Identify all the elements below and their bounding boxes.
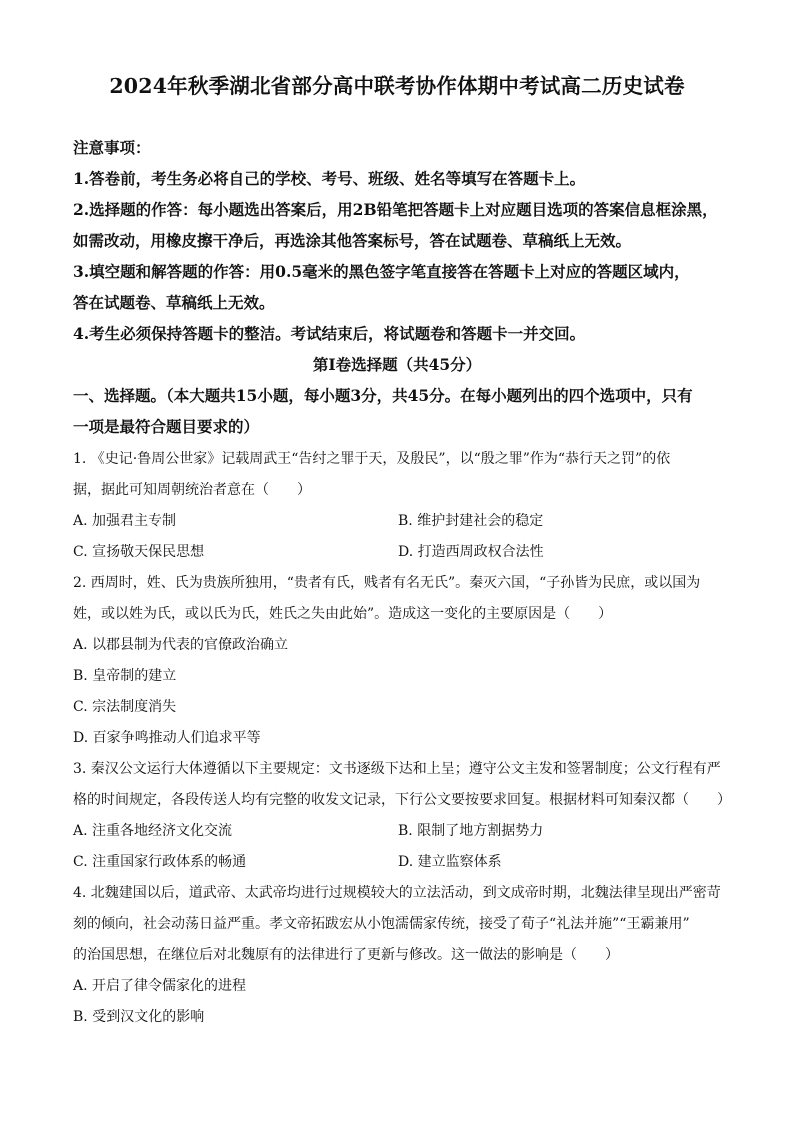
q1-option-d: D. 打造西周政权合法性 [398, 544, 544, 560]
q1-option-a: A. 加强君主专制 [73, 513, 177, 529]
part-instruction: 一项是最符合题目要求的） [73, 417, 260, 436]
question-2-text: 2. 西周时，姓、氏为贵族所独用，“贵者有氏，贱者有名无氏”。秦灭六国，“子孙皆为民庶，或以国为 [73, 575, 701, 591]
notice-heading: 注意事项： [73, 138, 151, 157]
question-1-text: 1. 《史记·鲁周公世家》记载周武王“告纣之罪于天，及殷民”，以“殷之罪”作为“恭行天之罚”的依 [73, 451, 671, 467]
notice-line: 1.答卷前，考生务必将自己的学校、考号、班级、姓名等填写在答题卡上。 [73, 169, 586, 188]
notice-line: 答在试题卷、草稿纸上无效。 [73, 293, 275, 312]
q3-option-b: B. 限制了地方割据势力 [398, 823, 544, 839]
question-1-text: 据，据此可知周朝统治者意在（ ） [73, 482, 311, 498]
q2-option-d: D. 百家争鸣推动人们追求平等 [73, 730, 261, 746]
q3-option-d: D. 建立监察体系 [398, 854, 502, 870]
q1-option-b: B. 维护封建社会的稳定 [398, 513, 544, 529]
question-2-text: 姓，或以姓为氏，或以氏为氏，姓氏之失由此始”。造成这一变化的主要原因是（ ） [73, 606, 613, 622]
q4-option-a: A. 开启了律令儒家化的进程 [73, 978, 247, 994]
part-instruction: 一、选择题。（本大题共15小题，每小题3分，共45分。在每小题列出的四个选项中，只有 [73, 386, 693, 405]
q3-option-c: C. 注重国家行政体系的畅通 [73, 854, 247, 870]
q2-option-a: A. 以郡县制为代表的官僚政治确立 [73, 637, 289, 653]
exam-title: 2024年秋季湖北省部分高中联考协作体期中考试高二历史试卷 [109, 74, 685, 98]
question-4-text: 刻的倾向，社会动荡日益严重。孝文帝拓跋宏从小饱濡儒家传统，接受了荀子“礼法并施”“王霸兼用” [73, 916, 690, 932]
notice-line: 3.填空题和解答题的作答：用0.5毫米的黑色签字笔直接答在答题卡上对应的答题区域内， [73, 262, 690, 281]
q2-option-b: B. 皇帝制的建立 [73, 668, 177, 684]
question-4-text: 的治国思想，在继位后对北魏原有的法律进行了更新与修改。这一做法的影响是（ ） [73, 947, 619, 963]
notice-line: 4.考生必须保持答题卡的整洁。考试结束后，将试题卷和答题卡一并交回。 [73, 324, 586, 343]
notice-line: 2.选择题的作答：每小题选出答案后，用2B铅笔把答题卡上对应题目选项的答案信息框涂黑， [73, 200, 718, 219]
q3-option-a: A. 注重各地经济文化交流 [73, 823, 233, 839]
notice-line: 如需改动，用橡皮擦干净后，再选涂其他答案标号，答在试题卷、草稿纸上无效。 [73, 231, 632, 250]
question-4-text: 4. 北魏建国以后，道武帝、太武帝均进行过规模较大的立法活动，到文成帝时期，北魏法律呈现出严密苛 [73, 885, 721, 901]
q2-option-c: C. 宗法制度消失 [73, 699, 177, 715]
section-heading: 第Ⅰ卷选择题（共45分） [312, 355, 482, 374]
question-3-text: 3. 秦汉公文运行大体遵循以下主要规定：文书逐级下达和上呈；遵守公文主发和签署制度；公文行程有严 [73, 761, 721, 777]
q1-option-c: C. 宣扬敬天保民思想 [73, 544, 205, 560]
q4-option-b: B. 受到汉文化的影响 [73, 1009, 205, 1025]
question-3-text: 格的时间规定，各段传送人均有完整的收发文记录，下行公文要按要求回复。根据材料可知秦汉都（ ） [73, 792, 731, 808]
